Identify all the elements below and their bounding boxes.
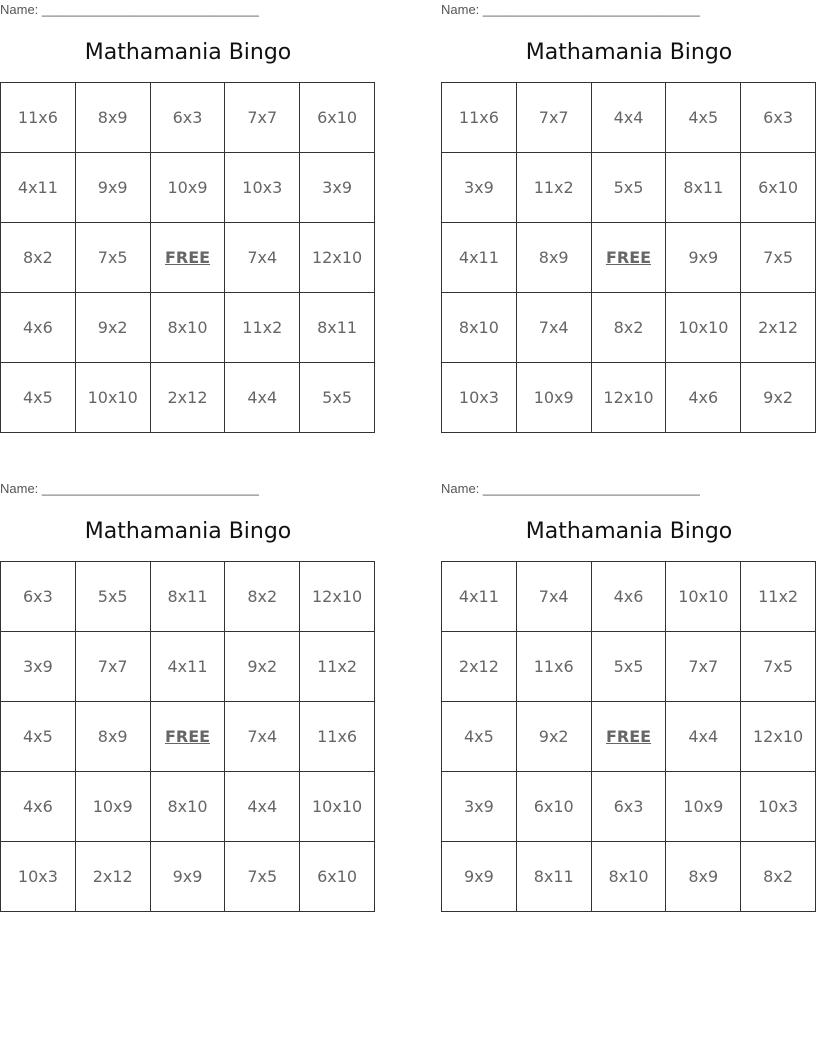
bingo-grid (441, 82, 816, 433)
bingo-cell: 5x5 (300, 363, 375, 433)
bingo-cell: 2x12 (75, 842, 150, 912)
bingo-cell: 7x7 (666, 632, 741, 702)
bingo-cell: 4x5 (1, 363, 76, 433)
bingo-cell: 7x5 (741, 223, 816, 293)
bingo-cell: 9x2 (516, 702, 591, 772)
bingo-cell: 8x10 (150, 772, 225, 842)
bingo-cell: 10x10 (666, 293, 741, 363)
bingo-cell: 9x9 (150, 842, 225, 912)
bingo-cell: 11x6 (300, 702, 375, 772)
bingo-cell: 7x4 (225, 702, 300, 772)
bingo-cell: 7x5 (741, 632, 816, 702)
bingo-cell: 7x7 (225, 83, 300, 153)
bingo-cell: 6x3 (591, 772, 666, 842)
bingo-cell: 4x11 (442, 223, 517, 293)
grid-row (1, 772, 375, 842)
bingo-cell: 7x5 (75, 223, 150, 293)
bingo-cell: 10x3 (741, 772, 816, 842)
bingo-cell: 3x9 (300, 153, 375, 223)
bingo-grid (0, 561, 375, 912)
grid-row (1, 562, 375, 632)
grid-row (442, 153, 816, 223)
bingo-cell: 8x2 (741, 842, 816, 912)
bingo-cell: 7x7 (75, 632, 150, 702)
grid-row (1, 702, 375, 772)
bingo-cell: 10x3 (1, 842, 76, 912)
bingo-cell: 8x10 (591, 842, 666, 912)
bingo-cell: 7x7 (516, 83, 591, 153)
grid-row (442, 702, 816, 772)
grid-row (1, 842, 375, 912)
bingo-cell: 8x11 (516, 842, 591, 912)
name-field-label: Name: ______________________________ (441, 2, 700, 17)
bingo-cell: 9x2 (75, 293, 150, 363)
bingo-cell: 3x9 (1, 632, 76, 702)
bingo-cell: 8x9 (516, 223, 591, 293)
free-cell: FREE (591, 702, 666, 772)
bingo-cell: 11x6 (1, 83, 76, 153)
bingo-cell: 9x9 (75, 153, 150, 223)
bingo-cell: 10x9 (516, 363, 591, 433)
bingo-cell: 8x9 (75, 702, 150, 772)
bingo-cell: 4x4 (225, 363, 300, 433)
bingo-cell: 4x11 (442, 562, 517, 632)
grid-row (442, 632, 816, 702)
bingo-cell: 6x10 (300, 83, 375, 153)
bingo-cell: 8x2 (591, 293, 666, 363)
bingo-cell: 3x9 (442, 772, 517, 842)
bingo-cell: 11x2 (300, 632, 375, 702)
bingo-cell: 8x11 (300, 293, 375, 363)
bingo-cell: 10x9 (75, 772, 150, 842)
grid-row (1, 632, 375, 702)
bingo-cell: 4x11 (150, 632, 225, 702)
bingo-cell: 4x6 (1, 772, 76, 842)
card-title: Mathamania Bingo (525, 519, 733, 544)
grid-row (1, 153, 375, 223)
bingo-cell: 11x2 (225, 293, 300, 363)
bingo-cell: 4x4 (225, 772, 300, 842)
bingo-cell: 3x9 (442, 153, 517, 223)
grid-row (1, 363, 375, 433)
bingo-grid (0, 82, 375, 433)
grid-row (442, 842, 816, 912)
name-field-label: Name: ______________________________ (0, 481, 259, 496)
bingo-cell: 5x5 (591, 632, 666, 702)
bingo-cell: 4x6 (1, 293, 76, 363)
bingo-cell: 6x10 (300, 842, 375, 912)
bingo-cell: 10x3 (442, 363, 517, 433)
grid-row (1, 293, 375, 363)
bingo-cell: 7x5 (225, 842, 300, 912)
bingo-cell: 5x5 (75, 562, 150, 632)
card-title: Mathamania Bingo (84, 519, 292, 544)
bingo-cell: 6x3 (741, 83, 816, 153)
card-title: Mathamania Bingo (84, 40, 292, 65)
bingo-cell: 5x5 (591, 153, 666, 223)
bingo-cell: 12x10 (741, 702, 816, 772)
grid-row (442, 83, 816, 153)
bingo-cell: 12x10 (591, 363, 666, 433)
bingo-cell: 4x5 (1, 702, 76, 772)
bingo-cell: 4x4 (666, 702, 741, 772)
bingo-cell: 10x10 (300, 772, 375, 842)
grid-row (442, 223, 816, 293)
free-cell: FREE (150, 702, 225, 772)
bingo-cell: 12x10 (300, 223, 375, 293)
bingo-cell: 10x9 (150, 153, 225, 223)
free-cell: FREE (150, 223, 225, 293)
bingo-grid (441, 561, 816, 912)
bingo-cell: 10x3 (225, 153, 300, 223)
bingo-cell: 9x2 (225, 632, 300, 702)
bingo-cell: 2x12 (150, 363, 225, 433)
bingo-cell: 6x3 (150, 83, 225, 153)
bingo-cell: 8x11 (150, 562, 225, 632)
grid-row (442, 363, 816, 433)
bingo-cell: 8x11 (666, 153, 741, 223)
grid-row (1, 83, 375, 153)
bingo-cell: 8x10 (442, 293, 517, 363)
bingo-cell: 2x12 (442, 632, 517, 702)
name-field-label: Name: ______________________________ (0, 2, 259, 17)
card-title: Mathamania Bingo (525, 40, 733, 65)
bingo-cell: 11x6 (516, 632, 591, 702)
bingo-cell: 2x12 (741, 293, 816, 363)
bingo-cell: 12x10 (300, 562, 375, 632)
bingo-cell: 4x11 (1, 153, 76, 223)
bingo-cell: 6x10 (741, 153, 816, 223)
bingo-cell: 10x10 (75, 363, 150, 433)
bingo-cell: 9x9 (666, 223, 741, 293)
bingo-cell: 11x2 (741, 562, 816, 632)
bingo-cell: 4x5 (666, 83, 741, 153)
bingo-cell: 8x2 (225, 562, 300, 632)
bingo-cell: 10x9 (666, 772, 741, 842)
bingo-cell: 9x9 (442, 842, 517, 912)
bingo-cell: 8x9 (75, 83, 150, 153)
bingo-cell: 11x6 (442, 83, 517, 153)
bingo-cell: 9x2 (741, 363, 816, 433)
bingo-cell: 7x4 (516, 293, 591, 363)
bingo-cell: 8x10 (150, 293, 225, 363)
bingo-cell: 7x4 (225, 223, 300, 293)
grid-row (442, 562, 816, 632)
bingo-cell: 4x6 (591, 562, 666, 632)
bingo-cell: 4x6 (666, 363, 741, 433)
bingo-cell: 6x3 (1, 562, 76, 632)
grid-row (1, 223, 375, 293)
bingo-cell: 11x2 (516, 153, 591, 223)
grid-row (442, 772, 816, 842)
bingo-cell: 7x4 (516, 562, 591, 632)
name-field-label: Name: ______________________________ (441, 481, 700, 496)
bingo-cell: 8x9 (666, 842, 741, 912)
free-cell: FREE (591, 223, 666, 293)
bingo-cell: 4x5 (442, 702, 517, 772)
bingo-cell: 6x10 (516, 772, 591, 842)
bingo-cell: 10x10 (666, 562, 741, 632)
bingo-cell: 8x2 (1, 223, 76, 293)
grid-row (442, 293, 816, 363)
bingo-cell: 4x4 (591, 83, 666, 153)
